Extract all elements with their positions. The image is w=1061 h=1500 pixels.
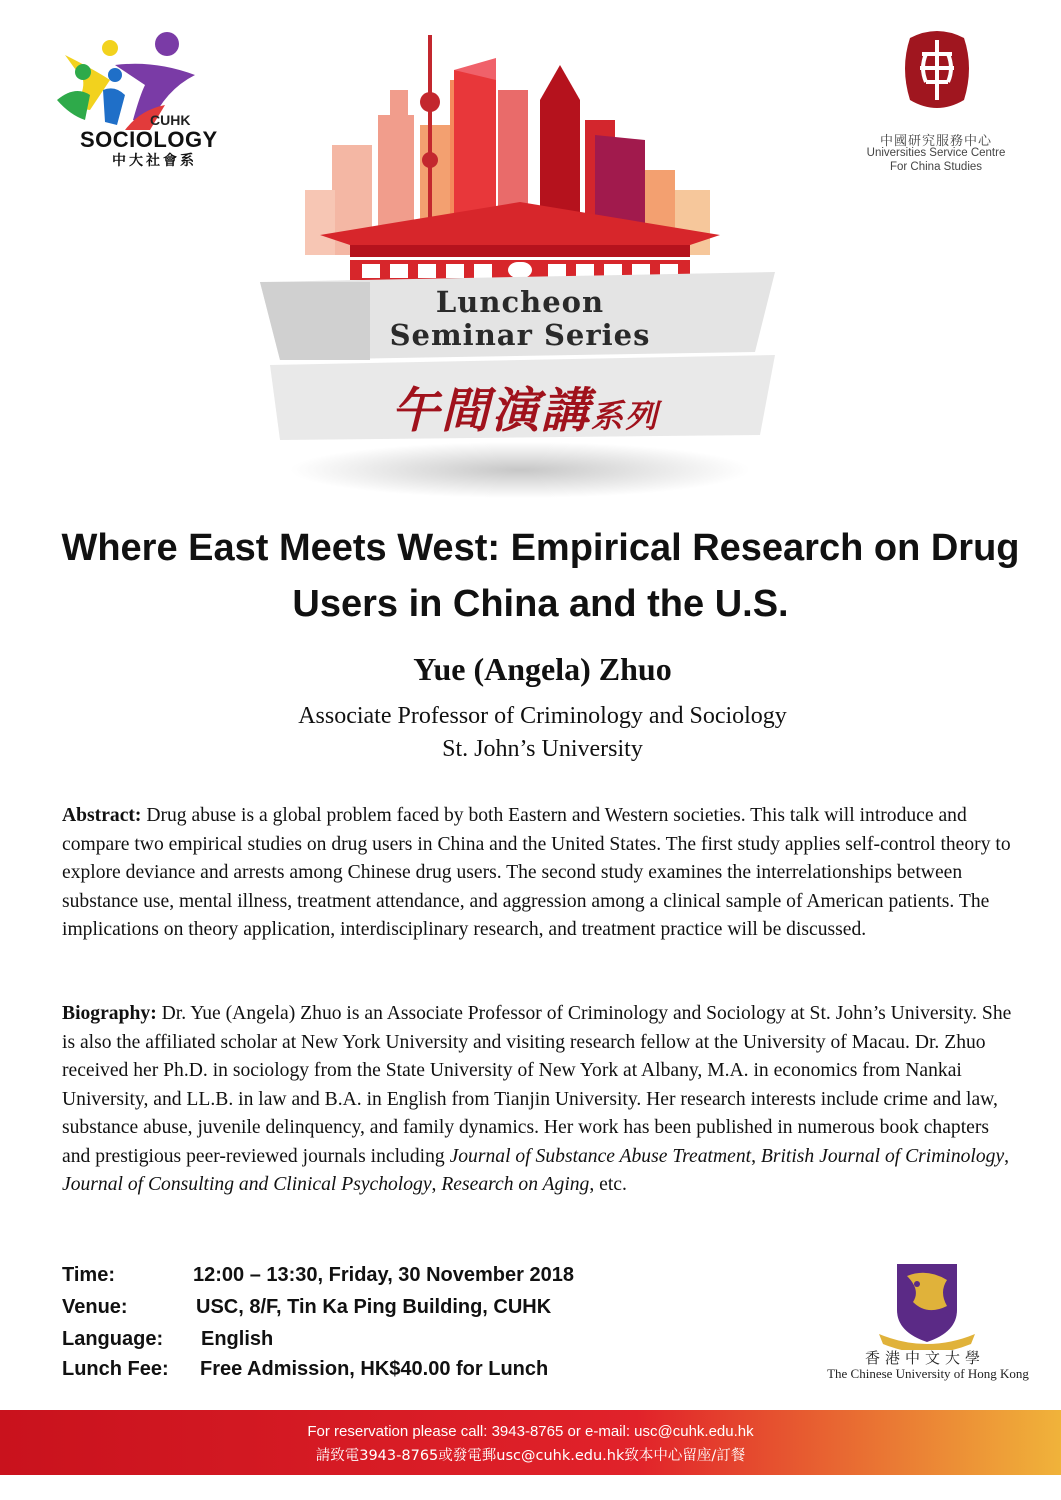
series-title-chinese-main: 午間演講 [390,383,591,439]
usc-seal-logo [902,28,972,112]
series-title-chinese [340,372,710,441]
fee-value: Free Admission, HK$40.00 for Lunch [200,1358,549,1380]
speaker-affiliation: St. John’s University [442,736,643,762]
footer-reservation-english: For reservation please call: 3943-8765 or e-mail: usc@cuhk.edu.hk [307,1423,754,1440]
time-value: 12:00 – 13:30, Friday, 30 November 2018 [193,1264,574,1286]
usc-chinese-name: 中國研究服務中心 [879,134,992,149]
detail-time-row [62,1264,574,1287]
biography-text: Dr. Yue (Angela) Zhuo is an Associate Professor of Criminology and Sociology at St. John’s University. She is also the affiliated scholar at New York University and visiting research fellow at the University of Macau. Dr. Zhuo received her Ph.D. in sociology from the State University of New York at Albany, M.A. in economics from Nankai University, and LL.B. in law and B.A. in English from Tianjin University. Her research interests include crime and law, substance abuse, juvenile delinquency, and family dynamics. Her work has been published in numerous book chapters and prestigious peer-reviewed journals including [62,1003,1012,1167]
journal-2: British Journal of Criminology [760,1145,1005,1167]
cuhk-crest-logo [873,1262,981,1350]
series-title-line2: Seminar Series [389,318,651,352]
journal-sep-2: , [1004,1145,1010,1167]
abstract-paragraph [62,802,1022,945]
usc-english-name-line1: Universities Service Centre [866,147,1006,159]
seminar-title: Where East Meets West: Empirical Research on Drug Users in China and the U.S. [61,527,1020,625]
fee-label: Lunch Fee: [62,1358,169,1380]
detail-venue-row [62,1296,552,1319]
venue-label: Venue: [62,1296,128,1318]
journal-3: Journal of Consulting and Clinical Psychology [62,1174,432,1195]
series-title-line1: Luncheon [435,285,605,319]
footer-reservation-chinese: 請致電3943-8765或發電郵usc@cuhk.edu.hk致本中心留座/訂餐 [315,1448,746,1464]
footer-bar [0,1410,1061,1475]
speaker-position: Associate Professor of Criminology and Sociology [298,703,787,729]
sociology-logo-word: SOCIOLOGY [80,127,218,152]
biography-label: Biography: [62,1003,157,1024]
biography-end: , etc. [589,1174,627,1195]
detail-language-row [62,1328,274,1351]
language-label: Language: [62,1328,164,1350]
time-label: Time: [62,1264,115,1286]
journal-4: Research on Aging [441,1174,590,1195]
journal-sep-1: , [751,1145,761,1167]
sociology-logo-cuhk: CUHK [150,112,191,128]
journal-sep-3: , [431,1174,442,1195]
cuhk-english-name: The Chinese University of Hong Kong [827,1366,1029,1381]
abstract-text: Drug abuse is a global problem faced by both Eastern and Western societies. This talk will introduce and compare two empirical studies on drug users in China and the United States. The first study applies self-control theory to explore deviance and arrests among Chinese drug users. The second study examines the interrelationships between substance use, mental illness, treatment attendance, and aggression among a clinical sample of American patients. The implications on theory application, interdisciplinary research, and treatment practice will be discussed. [62,805,1011,940]
journal-1: Journal of Substance Abuse Treatment [449,1145,752,1167]
detail-fee-row [62,1358,549,1381]
speaker-name: Yue (Angela) Zhuo [413,651,672,687]
usc-english-name-line2: For China Studies [889,161,983,173]
sociology-logo-chinese: 中大社會系 [112,153,197,169]
abstract-label: Abstract: [62,805,142,826]
venue-value: USC, 8/F, Tin Ka Ping Building, CUHK [196,1296,552,1318]
cuhk-chinese-name: 香港中文大學 [864,1349,985,1367]
series-title-chinese-small: 系列 [591,397,660,435]
biography-paragraph [62,1000,1022,1200]
language-value: English [201,1328,274,1350]
